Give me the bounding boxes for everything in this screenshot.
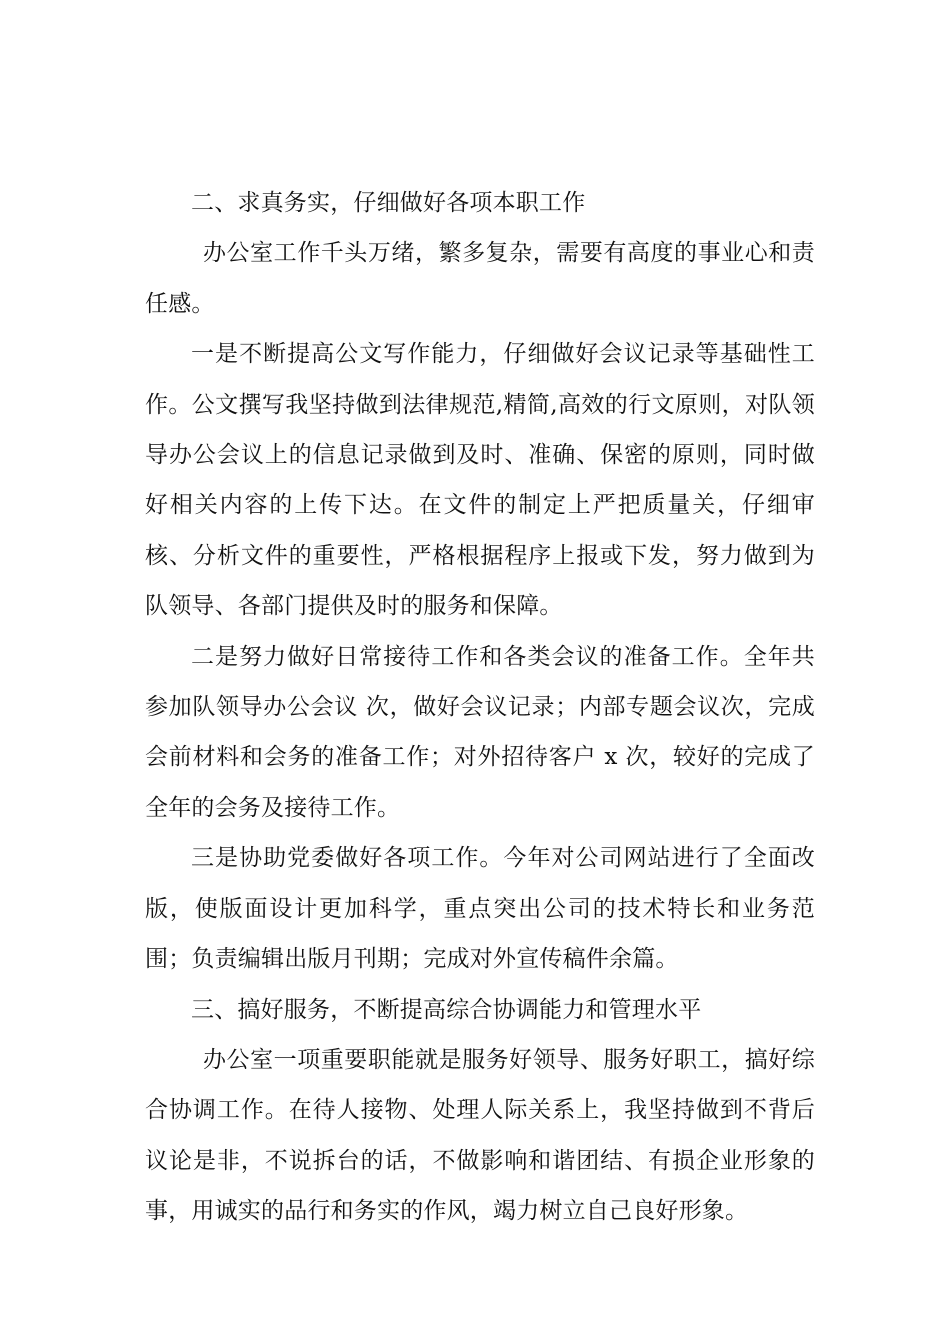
section-heading-3: 三、搞好服务，不断提高综合协调能力和管理水平 <box>191 996 702 1023</box>
paragraph-service-coordination: 办公室一项重要职能就是服务好领导、服务好职工，搞好综合协调工作。在待人接物、处理人际关系上，我坚持做到不背后议论是非，不说拆台的话，不做影响和谐团结、有损企业形象的事，用诚实的品行和务实的作风，竭力树立自己良好形象。 <box>145 1046 815 1225</box>
paragraph-reception-work: 二是努力做好日常接待工作和各类会议的准备工作。全年共参加队领导办公会议 次，做好会议记录；内部专题会议次，完成会前材料和会务的准备工作；对外招待客户 x 次，较好的完成了全年的会务及接待工作。 <box>145 643 815 821</box>
section-heading-2: 二、求真务实，仔细做好各项本职工作 <box>191 190 586 216</box>
paragraph-party-work: 三是协助党委做好各项工作。今年对公司网站进行了全面改版，使版面设计更加科学，重点突出公司的技术特长和业务范围；负责编辑出版月刊期；完成对外宣传稿件余篇。 <box>145 845 815 973</box>
paragraph-writing-ability: 一是不断提高公文写作能力，仔细做好会议记录等基础性工作。公文撰写我坚持做到法律规范,精简,高效的行文原则，对队领导办公会议上的信息记录做到及时、准确、保密的原则，同时做好相关内容的上传下达。在文件的制定上严把质量关，仔细审核、分析文件的重要性，严格根据程序上报或下发，努力做到为队领导、各部门提供及时的服务和保障。 <box>145 341 815 620</box>
paragraph-office-work: 办公室工作千头万绪，繁多复杂，需要有高度的事业心和责任感。 <box>145 240 815 317</box>
document-page <box>145 178 815 1237</box>
